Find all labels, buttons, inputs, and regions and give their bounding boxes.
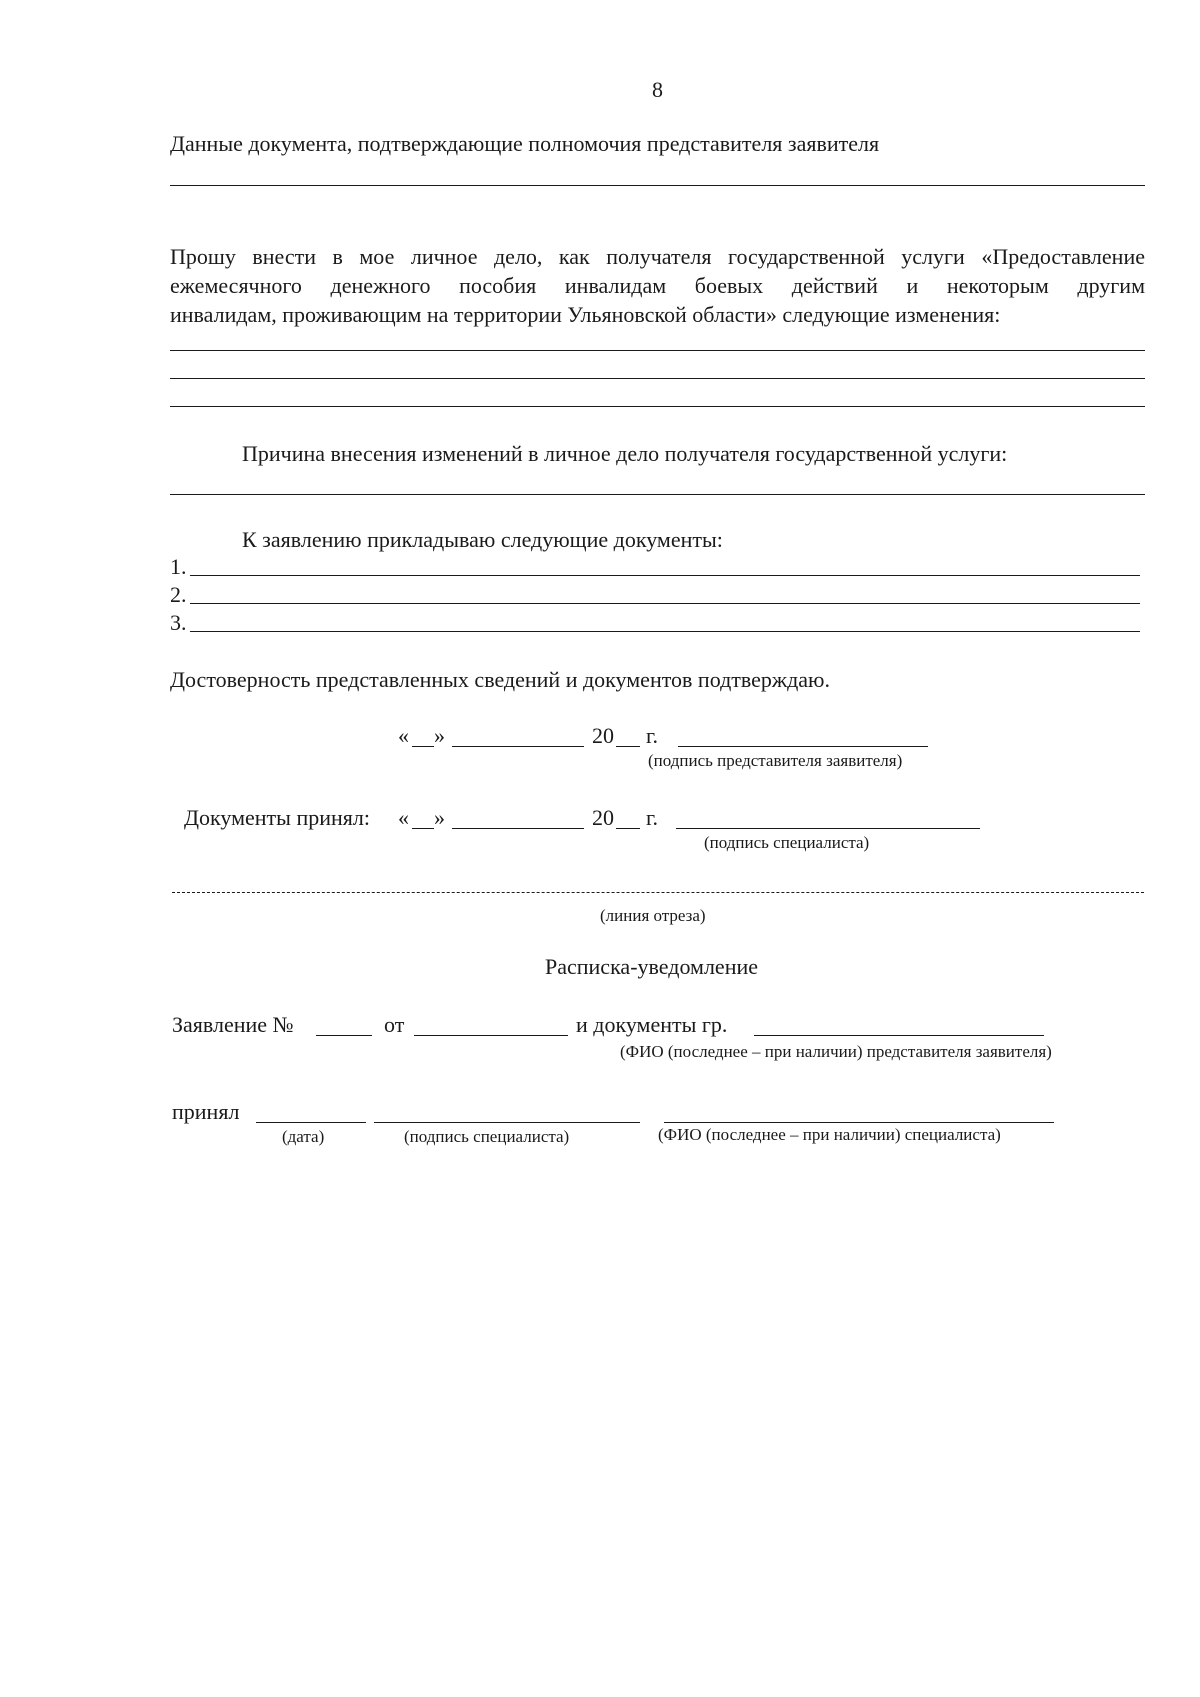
date-day-close: » [434,723,445,748]
accepted-day-fill[interactable] [412,828,434,829]
receipt-signature-fill[interactable] [374,1122,640,1123]
cut-line-caption: (линия отреза) [600,906,706,925]
date-day-open: « [398,723,409,748]
cut-line [172,892,1144,893]
rep-signature-caption: (подпись представителя заявителя) [648,751,903,770]
receipt-specialist-fio-fill[interactable] [664,1122,1054,1123]
attachment-fill-line-1[interactable] [190,575,1140,576]
accepted-year-fill[interactable] [616,828,640,829]
date-year-prefix: 20 [592,723,614,748]
receipt-signature-caption: (подпись специалиста) [404,1127,570,1146]
date-year-fill[interactable] [616,746,640,747]
attachment-number-1: 1. [170,554,187,579]
receipt-date-caption: (дата) [282,1127,325,1146]
receipt-from: от [384,1012,405,1037]
attachment-fill-line-2[interactable] [190,603,1140,604]
receipt-application-no-fill[interactable] [316,1035,372,1036]
attachments-label: К заявлению прикладываю следующие документы: [242,527,723,552]
specialist-signature-fill[interactable] [676,828,980,829]
changes-fill-line-1[interactable] [170,350,1145,351]
receipt-title: Расписка-уведомление [545,954,759,979]
receipt-application-no: Заявление № [172,1012,294,1037]
receipt-rep-fio-caption: (ФИО (последнее – при наличии) представителя заявителя) [620,1042,1052,1061]
rep-signature-fill[interactable] [678,746,928,747]
accepted-day-open: « [398,805,409,830]
specialist-signature-caption: (подпись специалиста) [704,833,870,852]
date-year-suffix: г. [646,723,659,748]
request-line-1: Прошу внести в мое личное дело, как получателя государственной услуги «Предоставление [170,244,1145,269]
attachment-number-2: 2. [170,582,187,607]
accepted-year-prefix: 20 [592,805,614,830]
page-number: 8 [652,77,663,102]
reason-fill-line[interactable] [170,494,1145,495]
attachment-fill-line-3[interactable] [190,631,1140,632]
accepted-month-fill[interactable] [452,828,584,829]
changes-fill-line-2[interactable] [170,378,1145,379]
date-month-fill[interactable] [452,746,584,747]
attachment-number-3: 3. [170,610,187,635]
changes-fill-line-3[interactable] [170,406,1145,407]
receipt-from-fill[interactable] [414,1035,568,1036]
accepted-label: Документы принял: [184,805,370,830]
confirmation-text: Достоверность представленных сведений и документов подтверждаю. [170,667,830,692]
receipt-date-fill[interactable] [256,1122,366,1123]
representative-doc-fill-line[interactable] [170,185,1145,186]
date-day-fill[interactable] [412,746,434,747]
receipt-documents-of: и документы гр. [576,1012,728,1037]
request-line-2: ежемесячного денежного пособия инвалидам боевых действий и некоторым другим [170,273,1145,298]
accepted-day-close: » [434,805,445,830]
receipt-specialist-fio-caption: (ФИО (последнее – при наличии) специалиста) [658,1125,1001,1144]
accepted-year-suffix: г. [646,805,659,830]
representative-doc-label: Данные документа, подтверждающие полномочия представителя заявителя [170,131,880,156]
receipt-rep-fio-fill[interactable] [754,1035,1044,1036]
reason-label: Причина внесения изменений в личное дело получателя государственной услуги: [242,441,1008,466]
receipt-accepted: принял [172,1099,240,1124]
request-line-3: инвалидам, проживающим на территории Ульяновской области» следующие изменения: [170,302,1001,327]
